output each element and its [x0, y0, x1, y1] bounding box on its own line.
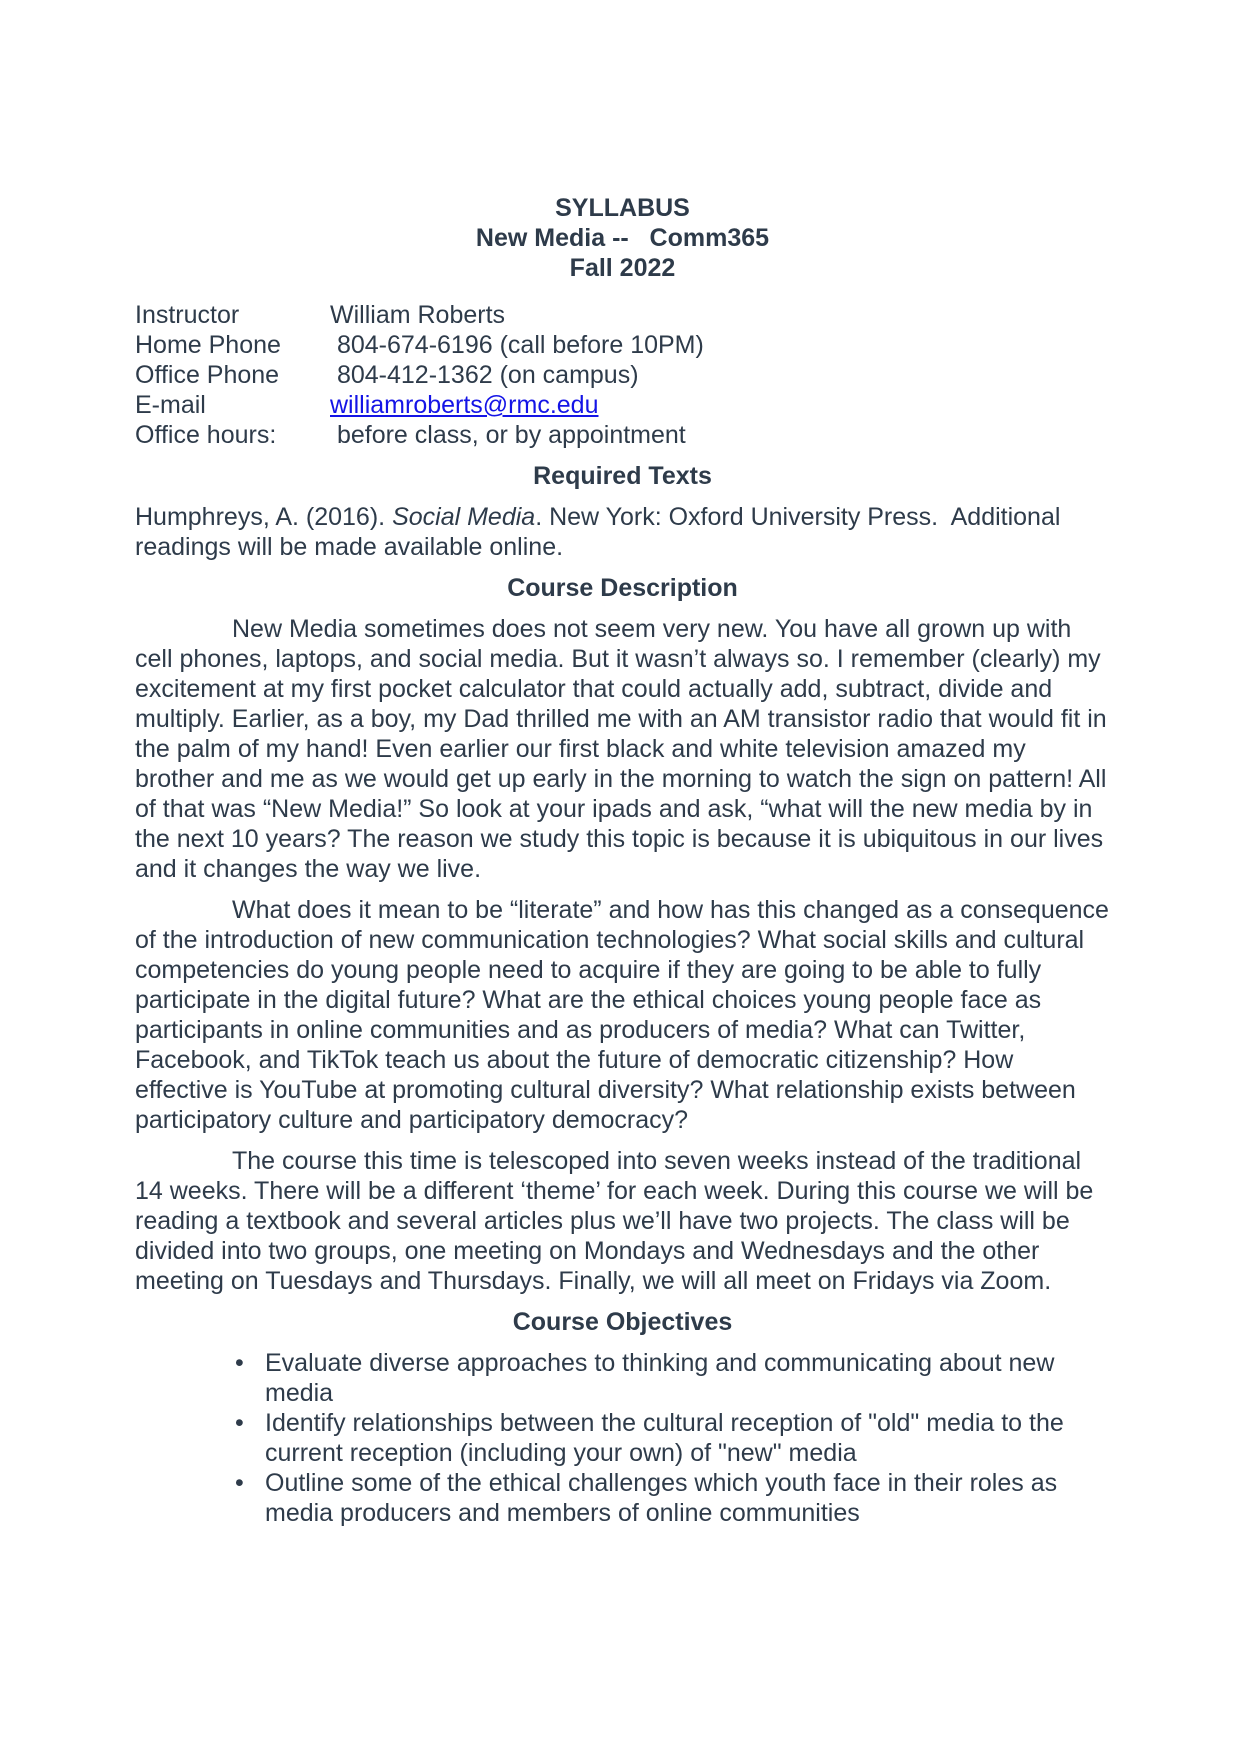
- document-title: SYLLABUS: [555, 194, 690, 222]
- course-title: New Media -- Comm365: [475, 224, 770, 252]
- contact-row-email: [135, 390, 1110, 420]
- contact-row-office-hours: [135, 420, 1110, 450]
- course-description-paragraph-3: The course this time is telescoped into seven weeks instead of the traditional 14 weeks. There will be a different ‘theme’ for each week. During this course we will be reading a textbook and several articles plus we’ll have two projects. The class will be divided into two groups, one meeting on Mondays and Wednesdays and the other meeting on Tuesdays and Thursdays. Finally, we will all meet on Fridays via Zoom.: [135, 1147, 1101, 1295]
- home-phone-value: 804-674-6196 (call before 10PM): [330, 331, 704, 359]
- section-heading-course-description: Course Description: [507, 574, 738, 602]
- instructor-value: William Roberts: [330, 301, 506, 329]
- title-block: [135, 193, 1110, 283]
- office-phone-label: Office Phone: [135, 361, 280, 389]
- email-label: E-mail: [135, 391, 206, 419]
- contact-row-home-phone: [135, 330, 1110, 360]
- instructor-label: Instructor: [135, 301, 240, 329]
- objectives-list: [135, 1348, 1110, 1528]
- book-title-italic: Social Media: [392, 503, 536, 531]
- objective-item-2: • Identify relationships between the cultural reception of "old" media to the current reception (including your own) of "new" media: [232, 1408, 1110, 1468]
- office-hours-label: Office hours:: [135, 421, 277, 449]
- section-heading-course-objectives: Course Objectives: [512, 1308, 733, 1336]
- contact-block: [135, 300, 1110, 450]
- objective-item-1: • Evaluate diverse approaches to thinking and communicating about new media: [232, 1348, 1110, 1408]
- course-description-paragraph-2: What does it mean to be “literate” and how has this changed as a consequence of the introduction of new communication technologies? What social skills and cultural competencies do young people need to acquire if they are going to be able to fully participate in the digital future? What are the ethical choices young people face as participants in online communities and as producers of media? What can Twitter, Facebook, and TikTok teach us about the future of democratic citizenship? How effective is YouTube at promoting cultural diversity? What relationship exists between participatory culture and participatory democracy?: [135, 896, 1116, 1134]
- contact-row-instructor: [135, 300, 1110, 330]
- email-link[interactable]: williamroberts@rmc.edu: [330, 391, 599, 419]
- section-heading-required-texts: Required Texts: [533, 462, 712, 490]
- objective-item-3: • Outline some of the ethical challenges which youth face in their roles as media producers and members of online communities: [232, 1468, 1110, 1528]
- citation-paragraph: [135, 502, 1110, 562]
- course-description-paragraph-1: New Media sometimes does not seem very new. You have all grown up with cell phones, laptops, and social media. But it wasn’t always so. I remember (clearly) my excitement at my first pocket calculator that could actually add, subtract, divide and multiply. Earlier, as a boy, my Dad thrilled me with an AM transistor radio that would fit in the palm of my hand! Even earlier our first black and white television amazed my brother and me as we would get up early in the morning to watch the sign on pattern! All of that was “New Media!” So look at your ipads and ask, “what will the new media by in the next 10 years? The reason we study this topic is because it is ubiquitous in our lives and it changes the way we live.: [135, 615, 1114, 883]
- contact-row-office-phone: [135, 360, 1110, 390]
- home-phone-label: Home Phone: [135, 331, 281, 359]
- citation-suffix: . New York: Oxford University Press. Additional readings will be made available online.: [135, 503, 1068, 561]
- citation-prefix: Humphreys, A. (2016).: [135, 503, 393, 531]
- term-title: Fall 2022: [569, 254, 676, 282]
- document-content: [135, 0, 1116, 1528]
- office-hours-value: before class, or by appointment: [330, 421, 686, 449]
- office-phone-value: 804-412-1362 (on campus): [330, 361, 639, 389]
